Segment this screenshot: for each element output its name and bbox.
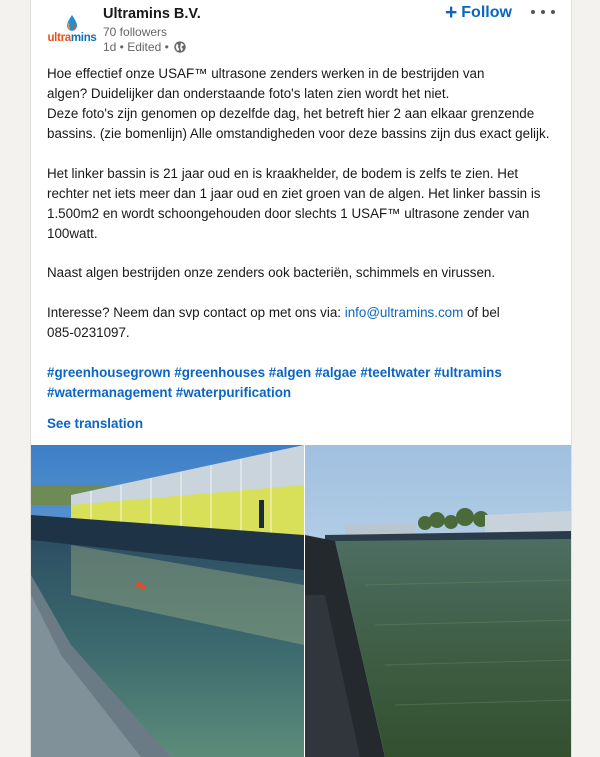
post-header [31, 0, 571, 62]
globe-icon [173, 40, 187, 54]
post-contact-line [47, 303, 500, 323]
post-meta [103, 40, 187, 54]
hashtag-link[interactable]: #waterpurification [175, 385, 292, 400]
hashtag-line [47, 363, 502, 383]
hashtag-line [47, 383, 502, 403]
post-text-line: 100watt. [47, 226, 98, 241]
email-link[interactable]: info@ultramins.com [344, 305, 464, 320]
post-text-line: rechter net iets meer dan 1 jaar oud en ziet groen van de algen. Het linker bassin is [47, 186, 541, 201]
more-icon-dot [541, 10, 545, 14]
hashtags [47, 363, 502, 403]
follow-label: Follow [461, 4, 512, 21]
hashtag-link[interactable]: #watermanagement [47, 385, 173, 400]
more-options-button[interactable] [531, 3, 555, 21]
post-text-line: bassins. (zie bomenlijn) Alle omstandigheden voor deze bassins zijn dus exact gelijk. [47, 126, 550, 141]
green-basin-image [305, 445, 571, 757]
photo-clear-basin[interactable] [31, 445, 304, 757]
more-icon-dot [551, 10, 555, 14]
hashtag-link[interactable]: #algen [268, 365, 312, 380]
followers-count: 70 followers [103, 25, 168, 39]
see-translation-button[interactable]: See translation [47, 416, 143, 431]
hashtag-link[interactable]: #greenhouses [174, 365, 266, 380]
contact-prefix: Interesse? Neem dan svp contact op met ons via: [47, 305, 345, 320]
hashtag-link[interactable]: #algae [314, 365, 357, 380]
company-name[interactable]: Ultramins B.V. [103, 6, 201, 22]
post-text-line: Naast algen bestrijden onze zenders ook bacteriën, schimmels en virussen. [47, 265, 496, 280]
company-logo[interactable] [45, 12, 99, 52]
more-icon-dot [531, 10, 535, 14]
water-drop-logo-icon [65, 14, 79, 32]
post-text-line: 1.500m2 en wordt schoongehouden door slechts 1 USAF™ ultrasone zender van [47, 206, 530, 221]
hashtag-link[interactable]: #teeltwater [360, 365, 431, 380]
post-text-line: Het linker bassin is 21 jaar oud en is kraakhelder, de bodem is zelfs te zien. Het [47, 166, 519, 181]
plus-icon: + [445, 1, 458, 24]
post-phone-line: 085-0231097. [47, 325, 130, 340]
post-time-edited: 1d • Edited • [103, 40, 169, 54]
hashtag-link[interactable]: #ultramins [434, 365, 502, 380]
post-text-line: Hoe effectief onze USAF™ ultrasone zenders werken in de bestrijden van [47, 66, 485, 81]
contact-suffix: of bel [463, 305, 500, 320]
clear-basin-image [31, 445, 304, 757]
post-text-line: algen? Duidelijker dan onderstaande foto's laten zien wordt het niet. [47, 86, 450, 101]
logo-wordmark: ultramins [47, 32, 97, 44]
photo-green-basin[interactable] [305, 445, 571, 757]
follow-button[interactable] [445, 1, 512, 25]
post-text-line: Deze foto's zijn genomen op dezelfde dag, het betreft hier 2 aan elkaar grenzende [47, 106, 535, 121]
feed-post-card [30, 0, 572, 757]
hashtag-link[interactable]: #greenhousegrown [47, 365, 171, 380]
